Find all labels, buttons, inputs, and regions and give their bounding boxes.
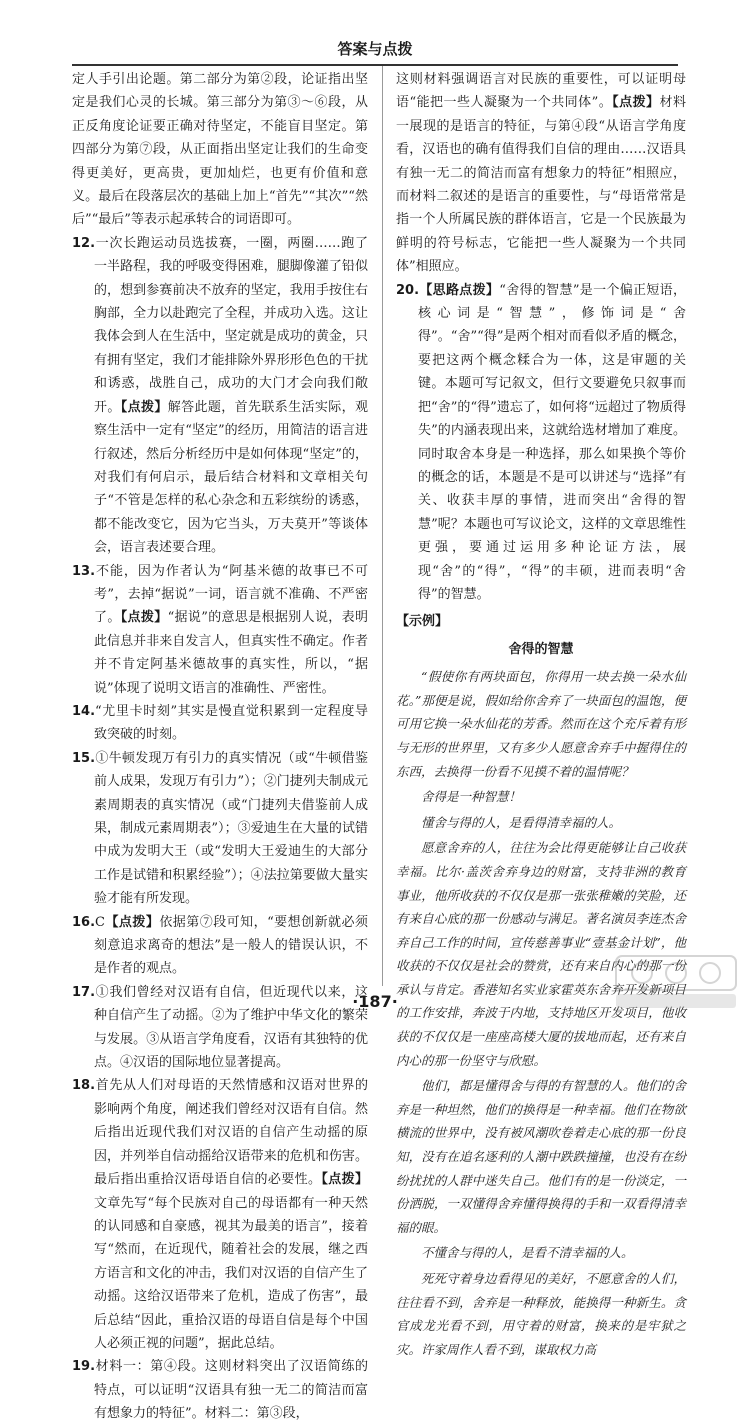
answer-number: 14.: [72, 703, 96, 719]
answer-number: 16.: [72, 914, 96, 930]
hint-text: 材料一展现的是语言的特征，与第④段“从语言学角度看，汉语也的确有值得我们自信的理由……汉语具有独一无二的简洁而富有想象力的特征”相照应，而材料二叙述的是语言的重要性，与“母语常常是指一个人所属民族的群体语言，它是一个民族最为鲜明的符号标志，它能把一些人凝聚为一个共同体”相照应。: [396, 95, 686, 275]
hint-text: “舍得的智慧”是一个偏正短语，核心词是“智慧”，修饰词是“舍得”。“舍”“得”是两个相对而看似矛盾的概念，要把这两个概念糅合为一体，这是审题的关键。本题可写记叙文，但行文要避免只叙事而把“舍”的“得”遗忘了，如何将“远超过了物质得失”的内涵表现出来，这就给选材增加了难度。同时取舍本身是一种选择，那么如果换个等价的概念的话，本题是不是可以讲述与“选择”有关、收获丰厚的事情，进而突出“舍得的智慧”呢？本题也可写议论文，这样的文章思维性更强，要通过运用多种论证方法，展现“舍”的“得”，“得”的丰硕，进而表明“舍得”的智慧。: [418, 282, 686, 602]
answer-text: 不能，因为作者认为“阿基米德的故事已不可考”，去掉“据说”一词，语言就不准确、不严密了。: [94, 563, 368, 626]
answer-text: 定人手引出论题。第二部分为第②段，论证指出坚定是我们心灵的长城。第三部分为第③～⑥段，从正反角度论证要正确对待坚定，不能盲目坚定。第四部分为第⑦段，从正面指出坚定让我们的生命变得更美好，更高贵，更加灿烂，也更有价值和意义。最后在段落层次的基础上加上“首先”“其次”“然后”“最后”等表示起承转合的词语即可。: [72, 72, 368, 228]
hint-tag: 【点拨】: [120, 399, 168, 415]
hint-tag: 【思路点拨】: [419, 282, 500, 298]
answer-19: [72, 1355, 368, 1425]
answer-number: 12.: [72, 235, 96, 251]
hint-text: “据说”的意思是根据别人说，表明此信息并非来自发言人，但真实性不确定。作者并不肯定阿基米德故事的真实性，所以，“据说”体现了说明文语言的准确性、严密性。: [94, 610, 368, 696]
answer-text: 首先从人们对母语的天然情感和汉语对世界的影响两个角度，阐述我们曾经对汉语有自信。然后指出近现代我们对汉语的自信产生动摇的原因，并列举自信动摇给汉语带来的危机和伤害。最后指出重拾汉语母语自信的必要性。: [94, 1078, 368, 1188]
hint-tag: 【点拨】: [104, 914, 160, 930]
answer-number: 19.: [72, 1359, 96, 1375]
header-title: 答案与点拨: [337, 40, 413, 58]
answer-20: [396, 279, 686, 607]
essay-paragraph: 愿意舍弃的人，往往为会比得更能够让自己收获幸福。比尔·盖茨舍弃身边的财富，支持非洲的教育事业，他所收获的不仅仅是那一张张稚嫩的笑脸，还有来自心底的那一份感动与满足。著名演员李连杰舍弃自己工作的时间，宣传慈善事业“壹基金计划”，他收获的不仅仅是社会的赞赏，还有来自内心的那一份承认与肯定。香港知名实业家霍英东舍弃开发新项目的工作安排，奔波于内地，支持地区开发项目，他收获的不仅仅是一座座高楼大厦的拔地而起，还有来自内心的那一份坚守与欣慰。: [396, 840, 686, 1068]
answer-18: [72, 1074, 368, 1355]
answer-number: 18.: [72, 1078, 96, 1094]
hint-text: 文章先写“每个民族对自己的母语都有一种天然的认同感和自豪感，视其为最美的语言”，接着写“然而，在近现代，随着社会的发展，继之西方语言和文化的冲击，我们对汉语的自信产生了动摇。这给汉语带来了危机，造成了伤害”，最后总结“因此，重拾汉语的母语自信是每个中国人必须正视的问题”，据此总结。: [94, 1195, 368, 1351]
answer-12: [72, 232, 368, 560]
answer-13: [72, 560, 368, 700]
answer-number: 15.: [72, 750, 96, 766]
page-number: ·187·: [352, 992, 398, 1011]
essay-paragraph: “假使你有两块面包，你得用一块去换一朵水仙花。”那便是说，假如给你舍弃了一块面包的温饱，便可用它换一朵水仙花的芳香。然而在这个充斥着有形与无形的世界里，又有多少人愿意舍弃手中握得住的东西，去换得一份看不见摸不着的温情呢？: [396, 669, 686, 779]
answer-14: [72, 700, 368, 747]
answer-text: “尤里卡时刻”其实是慢直觉积累到一定程度导致突破的时刻。: [94, 703, 368, 743]
example-label-row: [396, 610, 686, 633]
essay-paragraph: 他们，都是懂得舍与得的有智慧的人。他们的舍弃是一种坦然，他们的换得是一种幸福。他们在物欲横流的世界中，没有被风潮吹卷着走心底的那一份良知，没有在追名逐利的人潮中跌跌撞撞，也没有在纷纷扰扰的人群中迷失自己。他们有的是一份淡定，一份洒脱，一双懂得舍弃懂得换得的手和一双看得清幸福的眼。: [396, 1078, 686, 1235]
answer-text: 一次长跑运动员选拔赛，一圈，两圈……跑了一半路程，我的呼吸变得困难，腿脚像灌了铅似的，想到参赛前决不放弃的坚定，我用手按住右胸部，全力以赴跑完了全程，并成功入选。这让我体会到人在生活中，坚定就是成功的黄金，只有拥有坚定，我们才能排除外界形形色色的干扰和诱惑，战胜自己，成功的大门才会向我们敞开。: [94, 235, 368, 415]
answer-text: ①我们曾经对汉语有自信，但近现代以来，这种自信产生了动摇。②为了维护中华文化的繁荣与发展。③从语言学角度看，汉语有其独特的优点。④汉语的国际地位显著提高。: [94, 984, 368, 1071]
hint-tag: 【点拨】: [120, 610, 168, 626]
hint-text: 依据第⑦段可知，“要想创新就必须刻意追求离奇的想法”是一般人的错误认识，不是作者的观点。: [94, 914, 368, 977]
right-column: [396, 68, 686, 1361]
essay-paragraph: 不懂舍与得的人，是看不清幸福的人。: [421, 1245, 634, 1261]
watermark-logo: [612, 950, 740, 1014]
answer-16: [72, 911, 368, 981]
column-divider: [382, 66, 383, 986]
hint-tag: 【点拨】: [321, 1172, 368, 1188]
hint-text: 解答此题，首先联系生活实际，观察生活中一定有“坚定”的经历，用简洁的语言进行叙述，然后分析经历中是如何体现“坚定”的，对我们有何启示，最后结合材料和文章相关句子“不管是怎样的私心杂念和五彩缤纷的诱惑，都不能改变它，因为它当头，万夫莫开”等谈体会，语言表述要合理。: [94, 399, 368, 556]
left-column: [72, 68, 368, 1426]
answer-11-continued: [72, 68, 368, 232]
answer-text: 这则材料强调语言对民族的重要性，可以证明母语“能把一些人凝聚为一个共同体”。: [396, 72, 686, 111]
answer-text: ①牛顿发现万有引力的真实情况（或“牛顿借鉴前人成果，发现万有引力”）；②门捷列夫制成元素周期表的真实情况（或“门捷列夫借鉴前人成果，制成元素周期表”）；③爱迪生在大量的试错中成为发明大王（或“发明大王爱迪生的大部分工作是试错和积累经验”）；④法拉第要做大量实验才能有所发现。: [94, 750, 368, 907]
answer-number: 20.: [396, 282, 420, 298]
essay-title: 舍得的智慧: [508, 641, 574, 657]
answer-text: 材料一：第④段。这则材料突出了汉语简练的特点，可以证明“汉语具有独一无二的简洁而富有想象力的特征”。材料二：第③段，: [94, 1359, 368, 1422]
example-label: 【示例】: [396, 614, 449, 630]
essay-paragraph: 懂舍与得的人，是看得清幸福的人。: [421, 814, 622, 830]
answer-19-continued: [396, 68, 686, 279]
essay-paragraph: 舍得是一种智慧！: [421, 789, 522, 805]
answer-15: [72, 747, 368, 911]
answer-text: C: [95, 914, 105, 930]
answer-number: 13.: [72, 563, 96, 579]
essay-paragraph: 死死守着身边看得见的美好，不愿意舍的人们，往往看不到，舍弃是一种释放，能换得一种新生。贪官成龙光看不到，用守着的财富，换来的是牢狱之灾。许家周作人看不到，谋取权力高: [396, 1271, 686, 1357]
hint-tag: 【点拨】: [612, 95, 660, 111]
page-header: [72, 36, 678, 66]
answer-number: 17.: [72, 984, 96, 1000]
